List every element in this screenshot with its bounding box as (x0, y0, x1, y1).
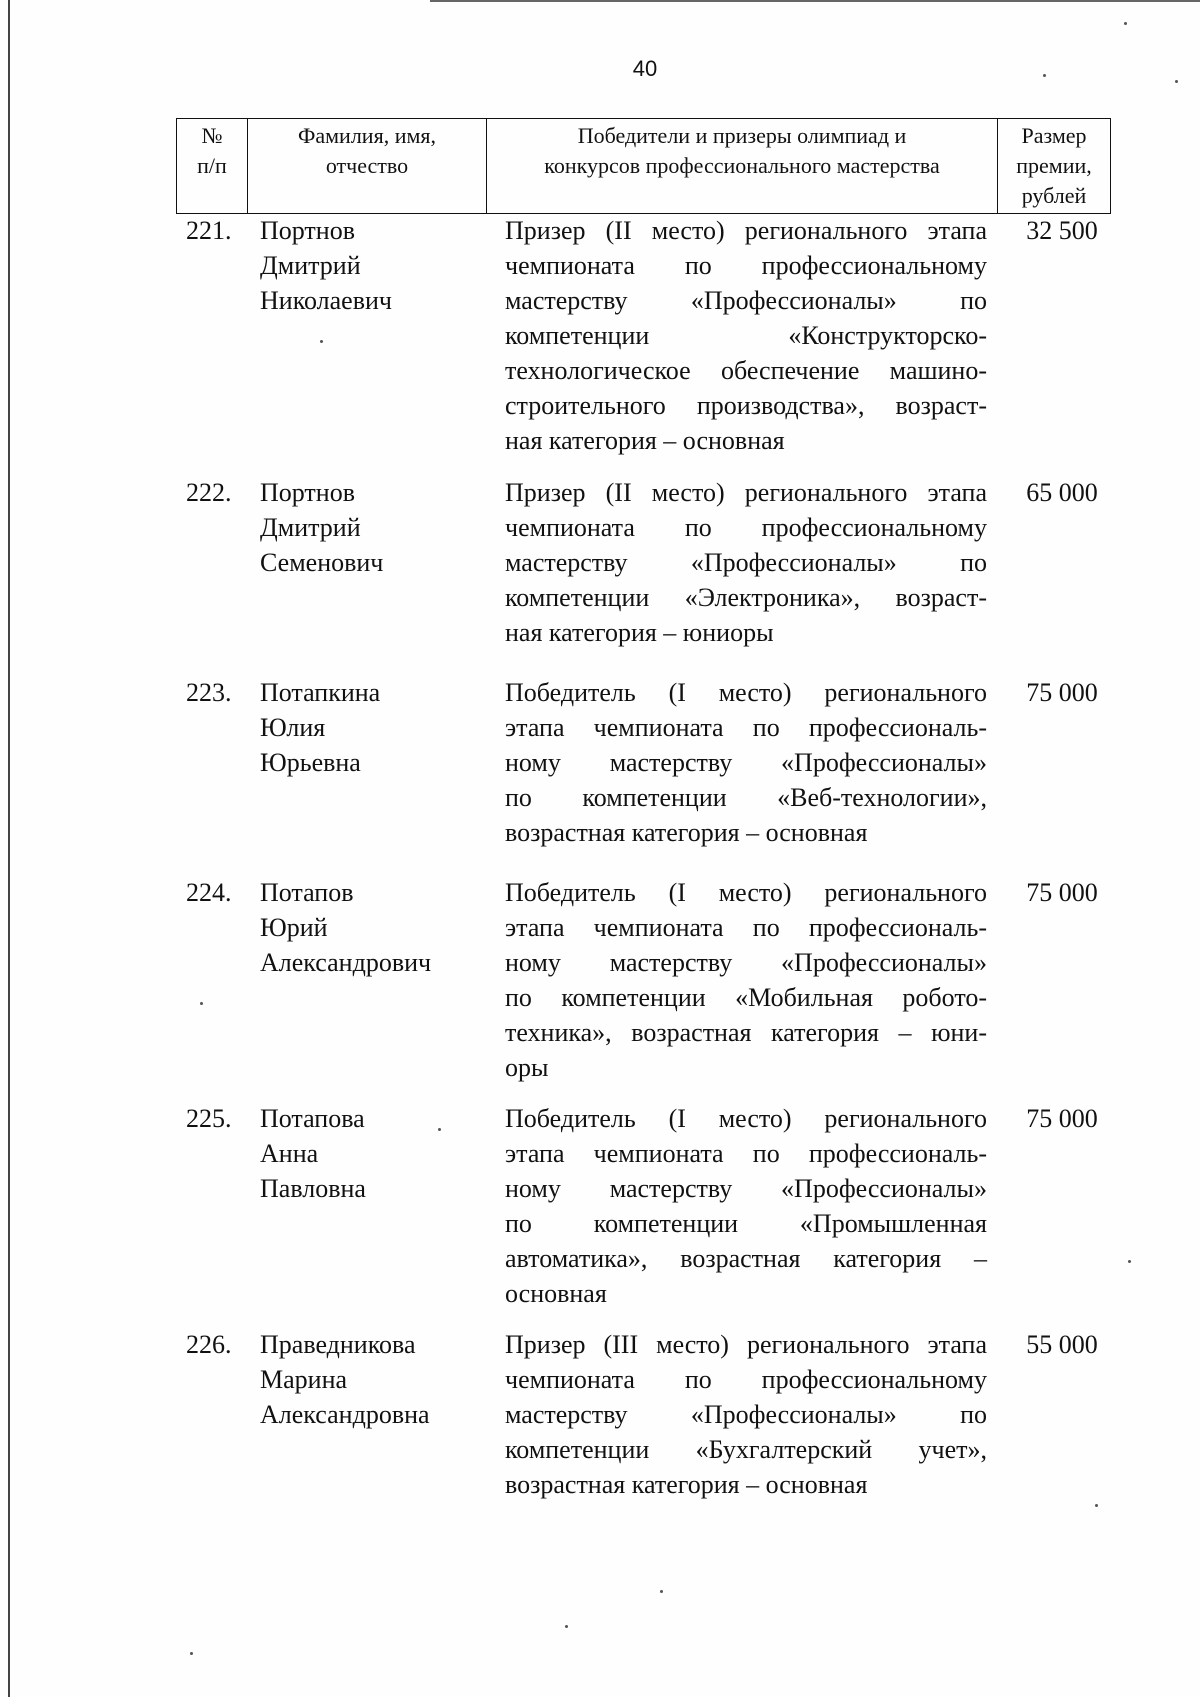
fullname-line: Александровна (260, 1400, 430, 1429)
fullname-line: Марина (260, 1365, 348, 1394)
header-num-cell (177, 119, 248, 214)
scan-speck (1124, 22, 1127, 25)
row-prize-amount: 55 000 (1026, 1330, 1098, 1359)
row-prize-amount: 65 000 (1026, 478, 1098, 507)
row-fullname (260, 1101, 490, 1206)
header-sum-line: рублей (1021, 183, 1087, 208)
row-number: 223. (186, 678, 232, 707)
achievement-line: чемпионата по профессиональному (505, 513, 987, 542)
scan-speck (565, 1625, 568, 1628)
row-fullname (260, 1327, 490, 1432)
row-number: 222. (186, 478, 232, 507)
row-fullname (260, 475, 490, 580)
fullname-line: Праведникова (260, 1330, 416, 1359)
scan-edge-line (8, 0, 10, 1697)
achievement-line: Победитель (I место) регионального (505, 1104, 987, 1133)
achievement-line: мастерству «Профессионалы» по (505, 286, 987, 315)
header-name-line: Фамилия, имя, (297, 123, 437, 148)
scan-speck (200, 1002, 203, 1005)
table-row (176, 875, 1111, 1101)
fullname-line: Семенович (260, 548, 384, 577)
achievement-line: Призер (III место) регионального этапа (505, 1330, 987, 1359)
table-row (176, 213, 1111, 475)
row-number: 226. (186, 1330, 232, 1359)
row-prize-amount: 75 000 (1026, 878, 1098, 907)
row-fullname (260, 213, 490, 318)
achievement-line: оры (505, 1053, 549, 1082)
scan-speck (1175, 80, 1178, 83)
row-number: 224. (186, 878, 232, 907)
scan-speck (190, 1652, 193, 1655)
achievement-line: компетенции «Конструкторско- (505, 321, 987, 350)
achievement-line: ному мастерству «Профессионалы» (505, 748, 987, 777)
row-prize-amount: 75 000 (1026, 1104, 1098, 1133)
row-number: 221. (186, 216, 232, 245)
achievement-line: ная категория – основная (505, 426, 785, 455)
fullname-line: Николаевич (260, 286, 392, 315)
scan-speck (1128, 1260, 1131, 1263)
scan-speck (1043, 74, 1046, 77)
row-prize-amount: 75 000 (1026, 678, 1098, 707)
row-achievement (505, 675, 987, 850)
achievement-line: мастерству «Профессионалы» по (505, 548, 987, 577)
table-row (176, 675, 1111, 875)
table-row (176, 475, 1111, 675)
scan-speck (1095, 1504, 1098, 1507)
header-name-cell (248, 119, 487, 214)
header-desc-cell (487, 119, 998, 214)
scan-speck (438, 1128, 441, 1131)
table-row (176, 1101, 1111, 1327)
row-prize-amount: 32 500 (1026, 216, 1098, 245)
achievement-line: ному мастерству «Профессионалы» (505, 1174, 987, 1203)
header-sum-line: премии, (1016, 153, 1092, 178)
achievement-line: Победитель (I место) регионального (505, 678, 987, 707)
header-num-line: п/п (197, 153, 227, 178)
achievement-line: чемпионата по профессиональному (505, 1365, 987, 1394)
row-achievement (505, 875, 987, 1085)
fullname-line: Потапкина (260, 678, 381, 707)
achievement-line: по компетенции «Веб-технологии», (505, 783, 987, 812)
row-achievement (505, 475, 987, 650)
header-name-line: отчество (325, 153, 409, 178)
row-number: 225. (186, 1104, 232, 1133)
fullname-line: Потапов (260, 878, 354, 907)
achievement-line: Призер (II место) регионального этапа (505, 216, 987, 245)
achievement-line: этапа чемпионата по профессиональ- (505, 713, 987, 742)
scan-speck (660, 1590, 663, 1593)
fullname-line: Павловна (260, 1174, 366, 1203)
table-body (176, 213, 1111, 1527)
fullname-line: Юрьевна (260, 748, 361, 777)
achievement-line: ному мастерству «Профессионалы» (505, 948, 987, 977)
achievement-line: мастерству «Профессионалы» по (505, 1400, 987, 1429)
achievement-line: Призер (II место) регионального этапа (505, 478, 987, 507)
achievement-line: автоматика», возрастная категория – (505, 1244, 987, 1273)
achievement-line: ная категория – юниоры (505, 618, 774, 647)
row-fullname (260, 875, 490, 980)
row-achievement (505, 1101, 987, 1311)
achievement-line: чемпионата по профессиональному (505, 251, 987, 280)
table-header (176, 118, 1111, 214)
achievement-line: этапа чемпионата по профессиональ- (505, 913, 987, 942)
header-num-line: № (201, 123, 223, 148)
scan-speck (320, 340, 323, 343)
achievement-line: возрастная категория – основная (505, 1470, 868, 1499)
achievement-line: компетенции «Электроника», возраст- (505, 583, 987, 612)
row-achievement (505, 1327, 987, 1502)
row-fullname (260, 675, 490, 780)
header-desc-line: Победители и призеры олимпиад и (577, 123, 907, 148)
fullname-line: Юрий (260, 913, 328, 942)
achievement-line: по компетенции «Мобильная робото- (505, 983, 987, 1012)
page-number: 40 (632, 56, 658, 81)
fullname-line: Александрович (260, 948, 432, 977)
achievement-line: технологическое обеспечение машино- (505, 356, 987, 385)
scan-top-line (430, 0, 1200, 2)
fullname-line: Юлия (260, 713, 326, 742)
header-sum-cell (998, 119, 1111, 214)
achievement-line: по компетенции «Промышленная (505, 1209, 987, 1238)
fullname-line: Потапова (260, 1104, 365, 1133)
row-achievement (505, 213, 987, 458)
fullname-line: Дмитрий (260, 513, 361, 542)
achievement-line: компетенции «Бухгалтерский учет», (505, 1435, 987, 1464)
fullname-line: Портнов (260, 478, 355, 507)
fullname-line: Анна (260, 1139, 319, 1168)
achievement-line: возрастная категория – основная (505, 818, 868, 847)
achievement-line: техника», возрастная категория – юни- (505, 1018, 987, 1047)
achievement-line: строительного производства», возраст- (505, 391, 987, 420)
achievement-line: этапа чемпионата по профессиональ- (505, 1139, 987, 1168)
fullname-line: Дмитрий (260, 251, 361, 280)
achievement-line: Победитель (I место) регионального (505, 878, 987, 907)
table-row (176, 1327, 1111, 1527)
fullname-line: Портнов (260, 216, 355, 245)
header-desc-line: конкурсов профессионального мастерства (544, 153, 940, 178)
achievement-line: основная (505, 1279, 607, 1308)
header-sum-line: Размер (1021, 123, 1087, 148)
